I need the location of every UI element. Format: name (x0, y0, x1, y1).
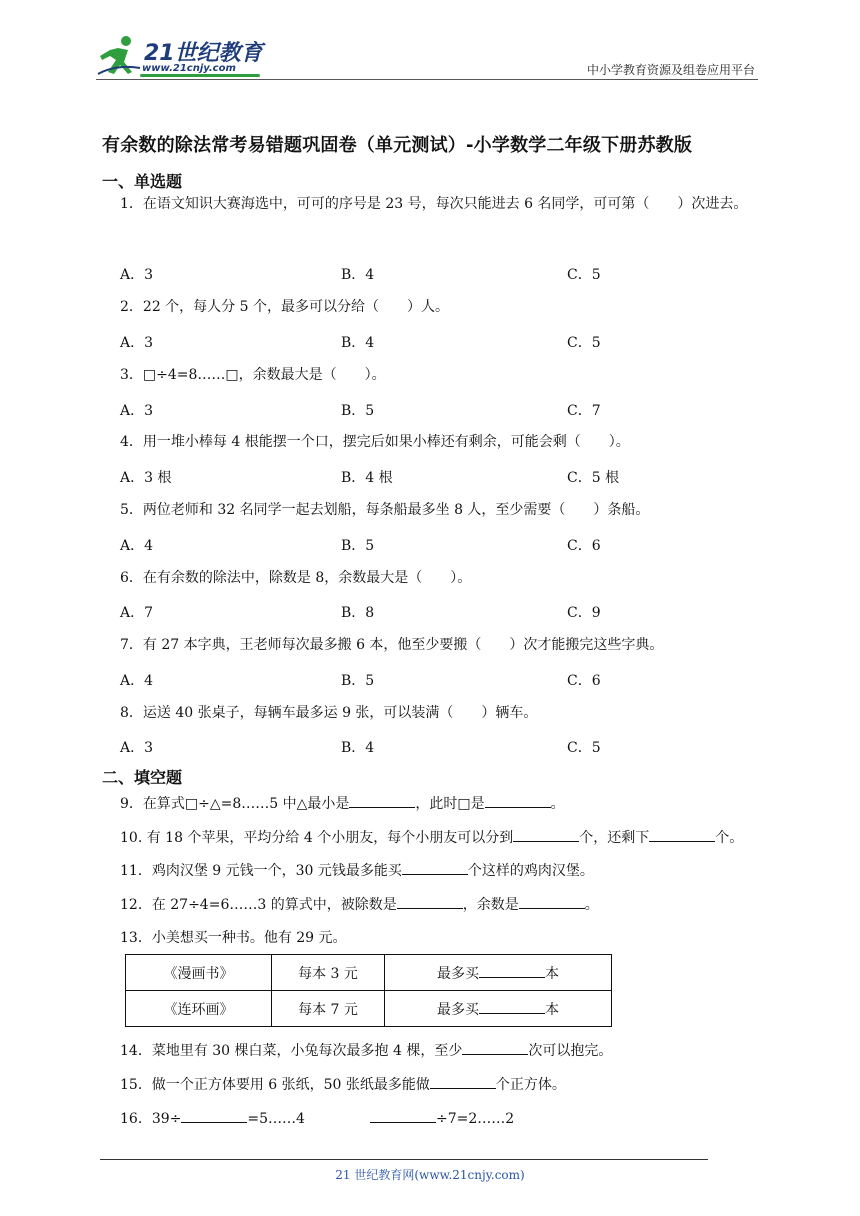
q7-option-b: B．5 (341, 673, 375, 689)
site-logo (96, 34, 266, 80)
q9-blank-1[interactable] (349, 793, 415, 808)
q13-blank-1[interactable] (479, 963, 545, 978)
table-row (126, 955, 612, 991)
question-3: 3．□÷4=8……□，余数最大是（ ）。 (120, 367, 386, 383)
question-16a: 16．39÷ =5……4 (120, 1108, 305, 1129)
logo-swoosh (140, 74, 260, 77)
q11-blank-1[interactable] (402, 860, 468, 875)
q13-blank-2[interactable] (479, 999, 545, 1014)
header-divider (96, 79, 758, 80)
question-6: 6．在有余数的除法中，除数是 8，余数最大是（ ）。 (120, 570, 472, 586)
logo-url: www.21cnjy.com (142, 63, 236, 74)
q16-blank-1[interactable] (181, 1108, 247, 1123)
q1-option-b: B．4 (341, 267, 375, 283)
question-9: 9．在算式□÷△=8……5 中△最小是 ，此时□是 。 (120, 793, 565, 814)
q12-blank-2[interactable] (519, 894, 585, 909)
question-12: 12．在 27÷4=6……3 的算式中，被除数是 ，余数是 。 (120, 894, 599, 915)
section-fill-blank: 二、填空题 (102, 768, 183, 787)
question-10: 10. 有 18 个苹果，平均分给 4 个小朋友，每个小朋友可以分到 个，还剩下 个。 (120, 827, 743, 848)
q14-blank-1[interactable] (462, 1040, 528, 1055)
q4-option-a: A．3 根 (120, 470, 172, 486)
q10-blank-1[interactable] (513, 827, 579, 842)
q3-option-c: C．7 (567, 403, 601, 419)
q9-blank-2[interactable] (485, 793, 551, 808)
page-title: 有余数的除法常考易错题巩固卷（单元测试）-小学数学二年级下册苏教版 (102, 135, 693, 156)
question-8: 8．运送 40 张桌子，每辆车最多运 9 张，可以装满（ ）辆车。 (120, 705, 538, 721)
q1-option-c: C．5 (567, 267, 601, 283)
section-single-choice: 一、单选题 (102, 172, 183, 191)
q13-table (125, 954, 612, 1027)
q7-option-c: C．6 (567, 673, 601, 689)
q13-buy-cell: 最多买 本 (385, 955, 612, 991)
q12-blank-1[interactable] (397, 894, 463, 909)
question-15: 15．做一个正方体要用 6 张纸，50 张纸最多能做 个正方体。 (120, 1074, 566, 1095)
question-1: 1．在语文知识大赛海选中，可可的序号是 23 号，每次只能进去 6 名同学，可可第（ ）次进去。 (120, 196, 748, 212)
q8-option-b: B．4 (341, 740, 375, 756)
question-7: 7．有 27 本字典，王老师每次最多搬 6 本，他至少要搬（ ）次才能搬完这些字典。 (120, 637, 664, 653)
question-16b: ÷7=2……2 (370, 1108, 514, 1129)
q13-price-cell: 每本 7 元 (272, 991, 385, 1027)
q2-option-c: C．5 (567, 335, 601, 351)
q6-option-c: C．9 (567, 605, 601, 621)
q3-option-b: B．5 (341, 403, 375, 419)
q4-option-b: B．4 根 (341, 470, 393, 486)
q13-book-cell: 《漫画书》 (126, 955, 272, 991)
q5-option-b: B．5 (341, 538, 375, 554)
footer-divider (100, 1159, 708, 1160)
q2-option-a: A．3 (120, 335, 154, 351)
q1-option-a: A．3 (120, 267, 154, 283)
question-13: 13．小美想买一种书。他有 29 元。 (120, 930, 347, 946)
q16-blank-2[interactable] (370, 1108, 436, 1123)
question-2: 2．22 个，每人分 5 个，最多可以分给（ ）人。 (120, 299, 449, 315)
q5-option-c: C．6 (567, 538, 601, 554)
q6-option-a: A．7 (120, 605, 154, 621)
logo-text: 21世纪教育 (144, 41, 263, 66)
q13-buy-cell: 最多买 本 (385, 991, 612, 1027)
q4-option-c: C．5 根 (567, 470, 620, 486)
q15-blank-1[interactable] (430, 1074, 496, 1089)
q3-option-a: A．3 (120, 403, 154, 419)
q13-book-cell: 《连环画》 (126, 991, 272, 1027)
question-11: 11．鸡肉汉堡 9 元钱一个，30 元钱最多能买 个这样的鸡肉汉堡。 (120, 860, 594, 881)
question-5: 5．两位老师和 32 名同学一起去划船，每条船最多坐 8 人，至少需要（ ）条船。 (120, 502, 650, 518)
q8-option-c: C．5 (567, 740, 601, 756)
q7-option-a: A．4 (120, 673, 154, 689)
q6-option-b: B．8 (341, 605, 375, 621)
footer-text: 21 世纪教育网(www.21cnjy.com) (335, 1168, 525, 1182)
q13-price-cell: 每本 3 元 (272, 955, 385, 991)
q2-option-b: B．4 (341, 335, 375, 351)
question-14: 14．菜地里有 30 棵白菜，小兔每次最多抱 4 棵，至少 次可以抱完。 (120, 1040, 612, 1061)
q5-option-a: A．4 (120, 538, 154, 554)
q8-option-a: A．3 (120, 740, 154, 756)
runner-logo-icon (96, 34, 142, 80)
q10-blank-2[interactable] (649, 827, 715, 842)
table-row (126, 991, 612, 1027)
question-4: 4．用一堆小棒每 4 根能摆一个口，摆完后如果小棒还有剩余，可能会剩（ ）。 (120, 434, 630, 450)
platform-name: 中小学教育资源及组卷应用平台 (586, 63, 755, 77)
